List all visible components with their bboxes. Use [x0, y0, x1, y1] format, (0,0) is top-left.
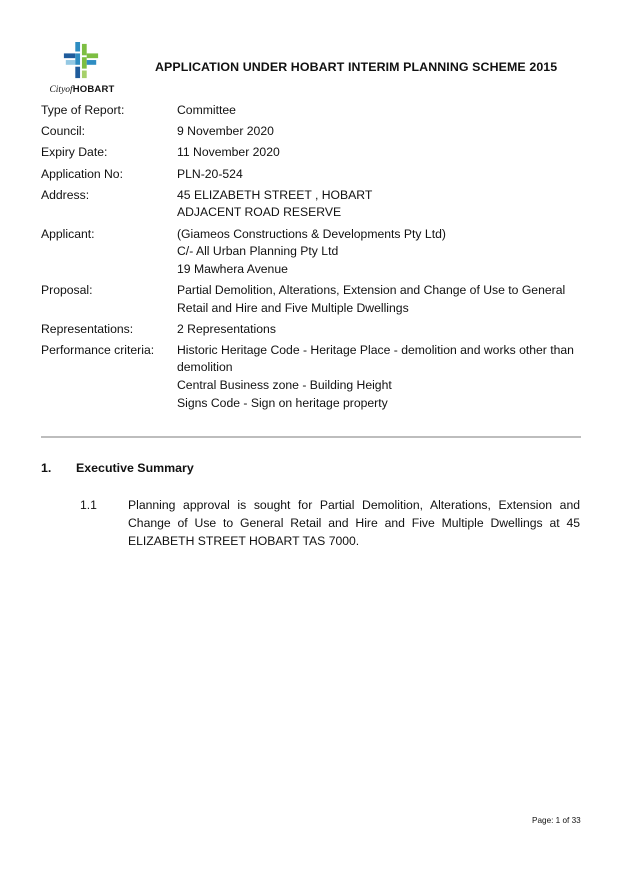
section-title: Executive Summary	[76, 461, 194, 475]
detail-row	[41, 282, 586, 317]
detail-value	[177, 342, 586, 412]
section-heading	[41, 461, 194, 475]
section-divider	[41, 436, 581, 438]
detail-value-line: C/- All Urban Planning Pty Ltd	[177, 244, 339, 259]
detail-row	[41, 123, 586, 141]
logo-mark-lightblue-left	[66, 60, 76, 65]
detail-value-line: ADJACENT ROAD RESERVE	[177, 205, 342, 220]
detail-value	[177, 102, 586, 120]
paragraph-text: Planning approval is sought for Partial Demolition, Alterations, Extension and Change of Use to General Retail and Hire and Five Multiple Dwellings at 45 ELIZABETH STREET HOBART TAS 7000.	[128, 498, 580, 548]
logo-city: City	[49, 85, 66, 95]
logo-mark-center-green	[82, 57, 87, 68]
detail-value-line: 45 ELIZABETH STREET , HOBART	[177, 187, 373, 202]
detail-value	[177, 187, 586, 222]
paragraph-number: 1.1	[80, 498, 97, 512]
detail-value	[177, 282, 586, 317]
logo-mark-blue-top	[75, 42, 80, 52]
detail-label: Proposal:	[41, 282, 93, 297]
detail-row	[41, 144, 586, 162]
logo-wordmark	[44, 84, 120, 95]
logo-mark-blue-right	[87, 60, 97, 65]
detail-row	[41, 102, 586, 120]
detail-label: Representations:	[41, 321, 134, 336]
logo-mark-navy-bottom	[75, 67, 80, 78]
hobart-logo-icon	[62, 42, 100, 80]
detail-label: Applicant:	[41, 226, 95, 241]
detail-value-line: Committee	[177, 103, 236, 117]
detail-label: Council:	[41, 124, 86, 139]
detail-value	[177, 123, 586, 141]
detail-value-line: demolition	[177, 360, 233, 375]
section-number: 1.	[41, 461, 52, 475]
detail-label: Performance criteria:	[41, 342, 155, 357]
detail-row	[41, 166, 586, 184]
detail-label: Expiry Date:	[41, 145, 108, 160]
detail-row	[41, 342, 586, 412]
detail-value-line: PLN-20-524	[177, 166, 243, 181]
detail-value	[177, 321, 586, 339]
detail-value	[177, 144, 586, 162]
logo-of: of	[65, 85, 73, 95]
detail-label: Application No:	[41, 166, 123, 181]
logo-mark-lightgreen-bottom	[82, 71, 87, 79]
detail-row	[41, 226, 586, 279]
detail-value	[177, 166, 586, 184]
page-number: Page: 1 of 33	[532, 816, 581, 825]
detail-value-line: 11 November 2020	[177, 145, 280, 160]
detail-value-line: Central Business zone - Building Height	[177, 378, 392, 393]
detail-value-line: 9 November 2020	[177, 124, 274, 139]
detail-value-line: Retail and Hire and Five Multiple Dwellings	[177, 300, 409, 315]
detail-value-line: Partial Demolition, Alterations, Extension and Change of Use to General	[177, 282, 566, 297]
detail-row	[41, 187, 586, 222]
logo-mark-navy-left	[64, 53, 75, 58]
city-of-hobart-logo	[44, 42, 118, 98]
paragraph	[80, 496, 580, 550]
logo-mark-green-right	[87, 53, 98, 58]
application-details	[41, 102, 586, 416]
detail-label: Address:	[41, 187, 90, 202]
detail-value-line: Historic Heritage Code - Heritage Place - demolition and works other than	[177, 342, 574, 357]
logo-mark-center-blue	[75, 53, 80, 64]
detail-value-line: Signs Code - Sign on heritage property	[177, 395, 388, 410]
detail-row	[41, 321, 586, 339]
page-title: APPLICATION UNDER HOBART INTERIM PLANNING SCHEME 2015	[155, 60, 558, 74]
detail-value	[177, 226, 586, 279]
detail-value-line: (Giameos Constructions & Developments Pty Ltd)	[177, 226, 446, 241]
logo-hobart: HOBART	[72, 84, 115, 95]
detail-value-line: 19 Mawhera Avenue	[177, 261, 288, 276]
detail-label: Type of Report:	[41, 103, 125, 117]
detail-value-line: 2 Representations	[177, 321, 276, 336]
logo-mark-green-top	[82, 44, 87, 55]
